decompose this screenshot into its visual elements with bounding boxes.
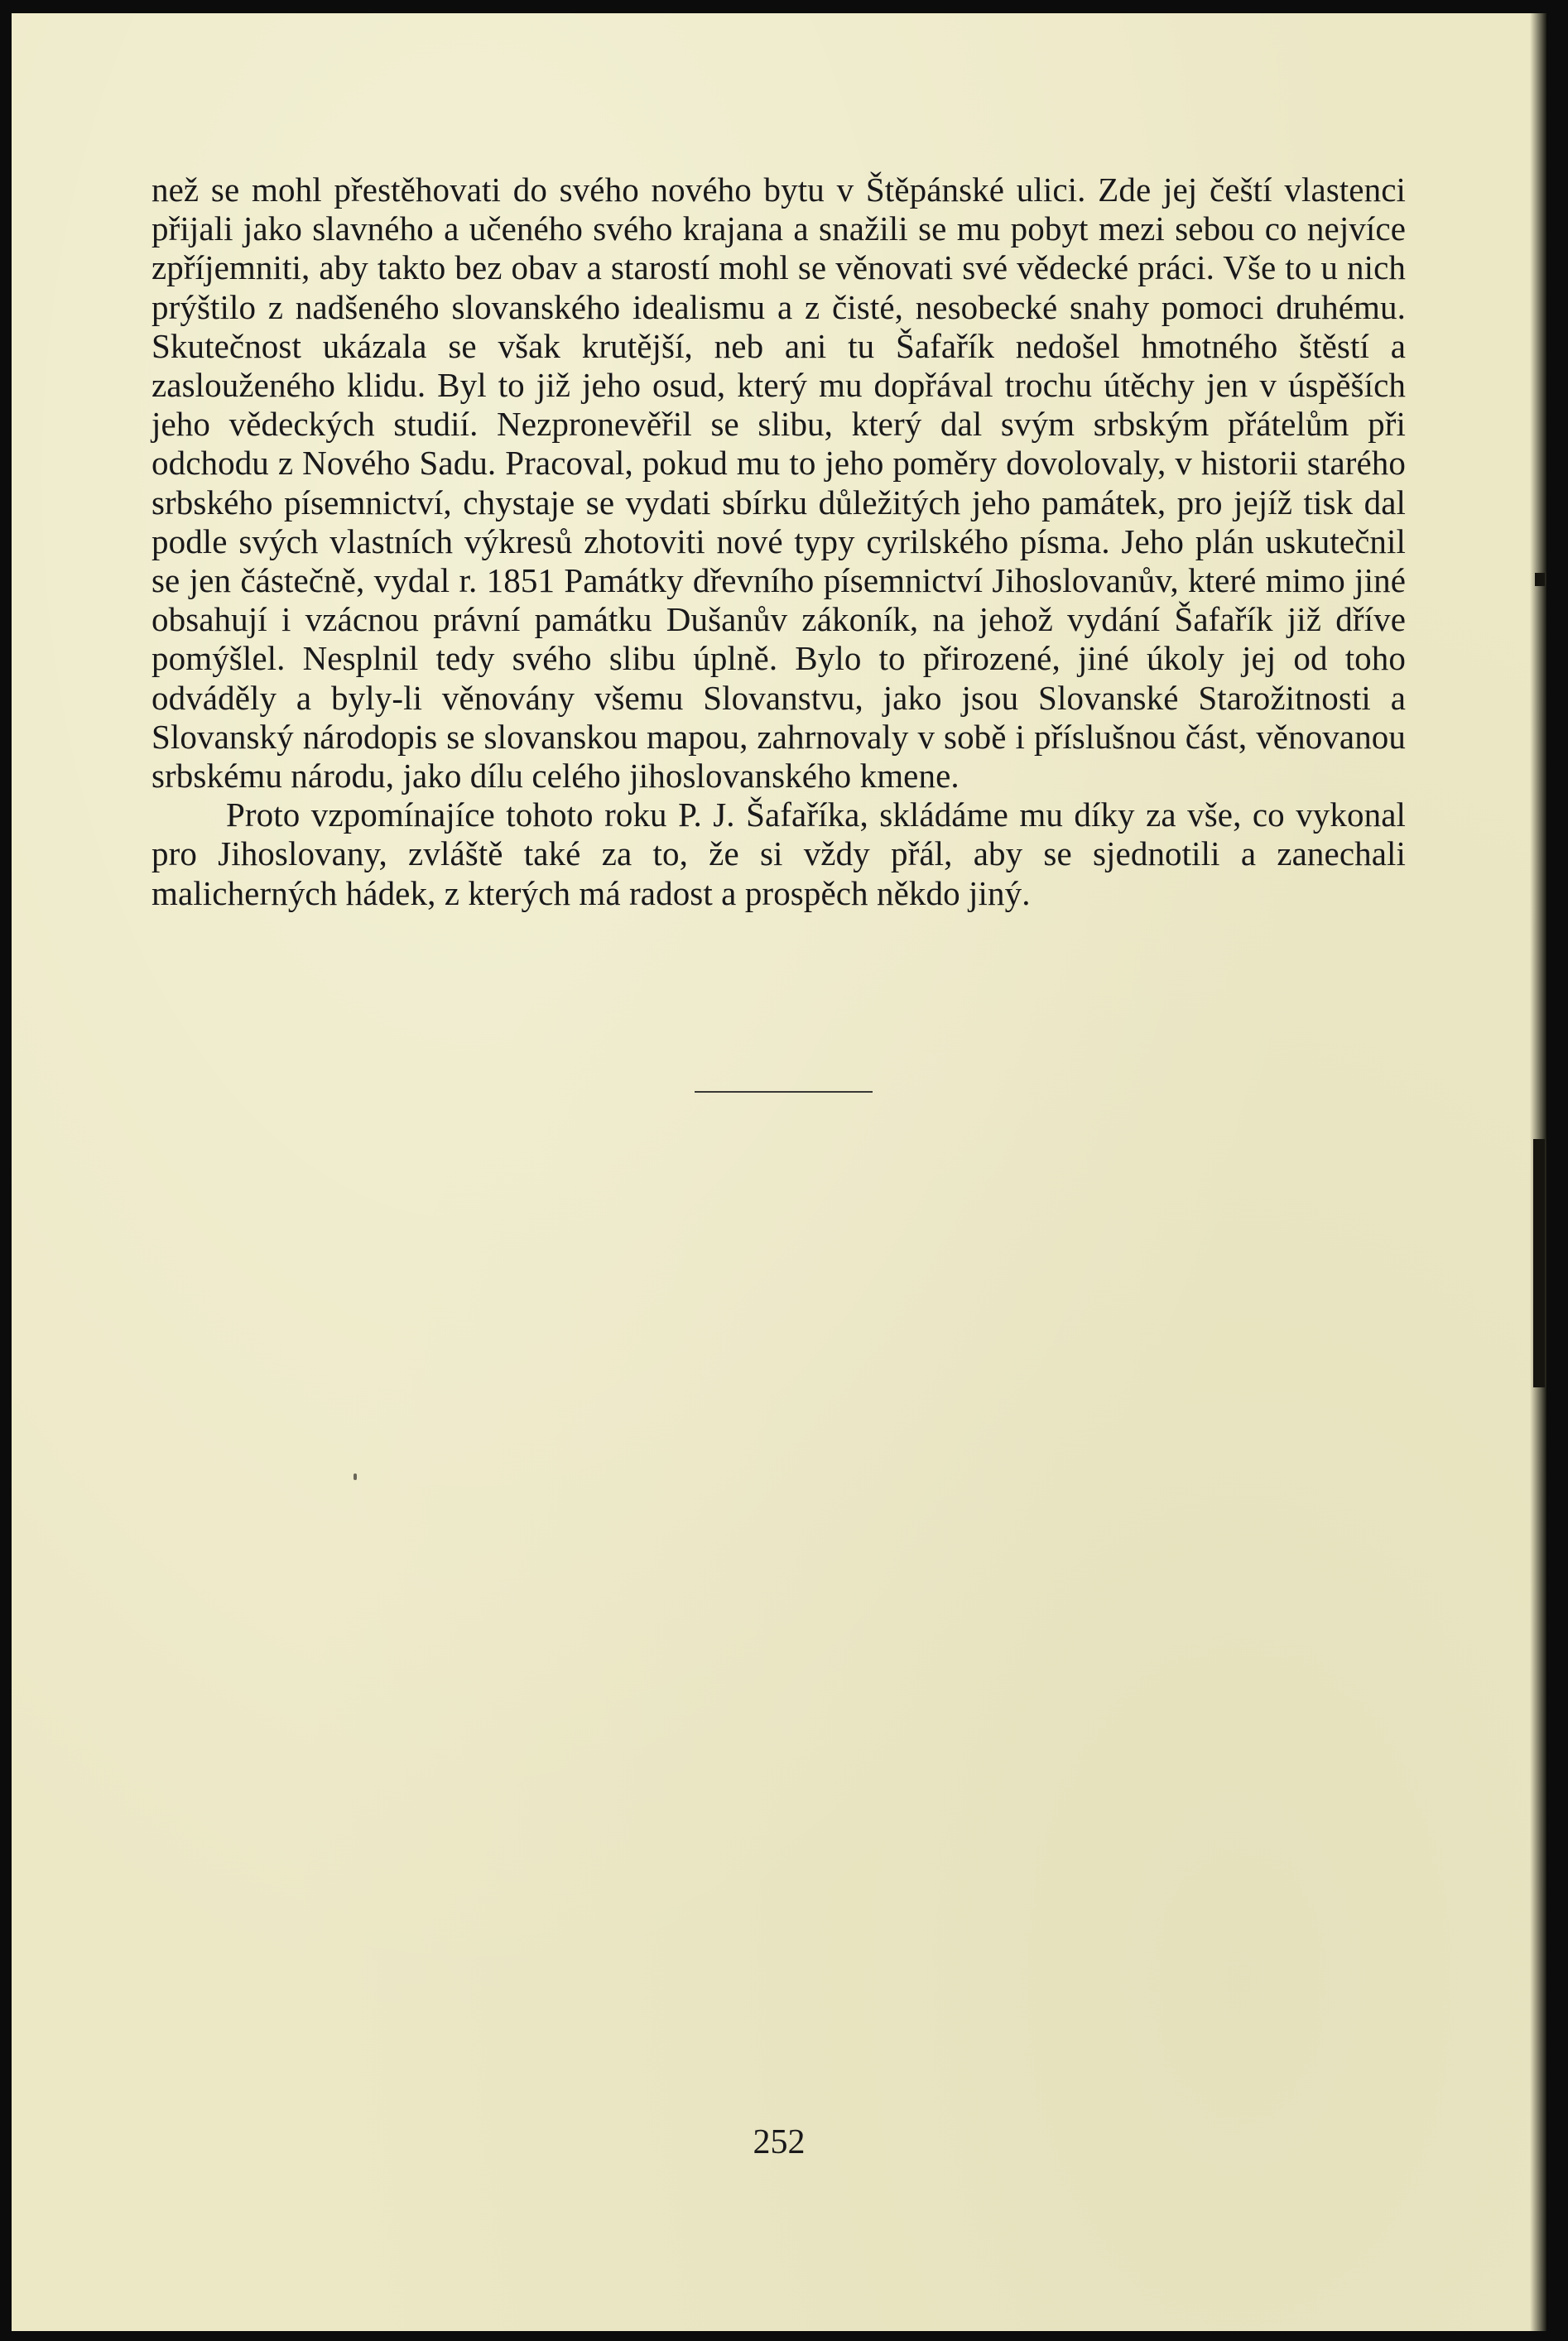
body-text: [152, 171, 1406, 913]
section-end-rule: [695, 1091, 873, 1093]
book-page: [12, 13, 1546, 2331]
page-number: 252: [753, 2123, 806, 2161]
paragraph-continuation: než se mohl přestěhovati do svého nového bytu v Štěpánské ulici. Zde jej čeští vlastenci přijali jako slavného a učeného svého krajana a snažili se mu pobyt mezi sebou co nejvíce zpříjemniti, aby takto bez obav a starostí mohl se věnovati své vědecké práci. Vše to u nich prýštilo z nadšeného slovanského idealismu a z čisté, nesobecké snahy pomoci druhému. Skutečnost ukázala se však krutější, neb ani tu Šafařík nedošel hmotného štěstí a zaslouženého klidu. Byl to již jeho osud, který mu dopřával trochu útěchy jen v úspěších jeho vědeckých studií. Nezpronevěřil se slibu, který dal svým srbským přátelům při odchodu z Nového Sadu. Pracoval, pokud mu to jeho poměry dovolovaly, v historii starého srbského písemnictví, chystaje se vydati sbírku důležitých jeho památek, pro jejíž tisk dal podle svých vlastních výkresů zhotoviti nové typy cyrilského písma. Jeho plán uskutečnil se jen částečně, vydal r. 1851 Památky dřevního písemnictví Jihoslovanův, které mimo jiné obsahují i vzácnou právní památku Dušanův zákoník, na jehož vydání Šafařík již dříve pomýšlel. Nesplnil tedy svého slibu úplně. Bylo to přirozené, jiné úkoly jej od toho odváděly a byly-li věnovány všemu Slovanstvu, jako jsou Slovanské Starožitnosti a Slovanský národopis se slovanskou mapou, zahrnovaly v sobě i příslušnou část, věnovanou srbskému národu, jako dílu celého jihoslovanského kmene.: [152, 171, 1406, 796]
edge-mark: [1533, 1139, 1545, 1387]
edge-mark: [1535, 573, 1545, 586]
paper-speck: [354, 1473, 357, 1480]
paragraph-closing: Proto vzpomínajíce tohoto roku P. J. Šafaříka, skládáme mu díky za vše, co vykonal pro Jihoslovany, zvláště také za to, že si vždy přál, aby se sjednotili a zanechali malicherných hádek, z kterých má radost a prospěch někdo jiný.: [152, 796, 1406, 912]
